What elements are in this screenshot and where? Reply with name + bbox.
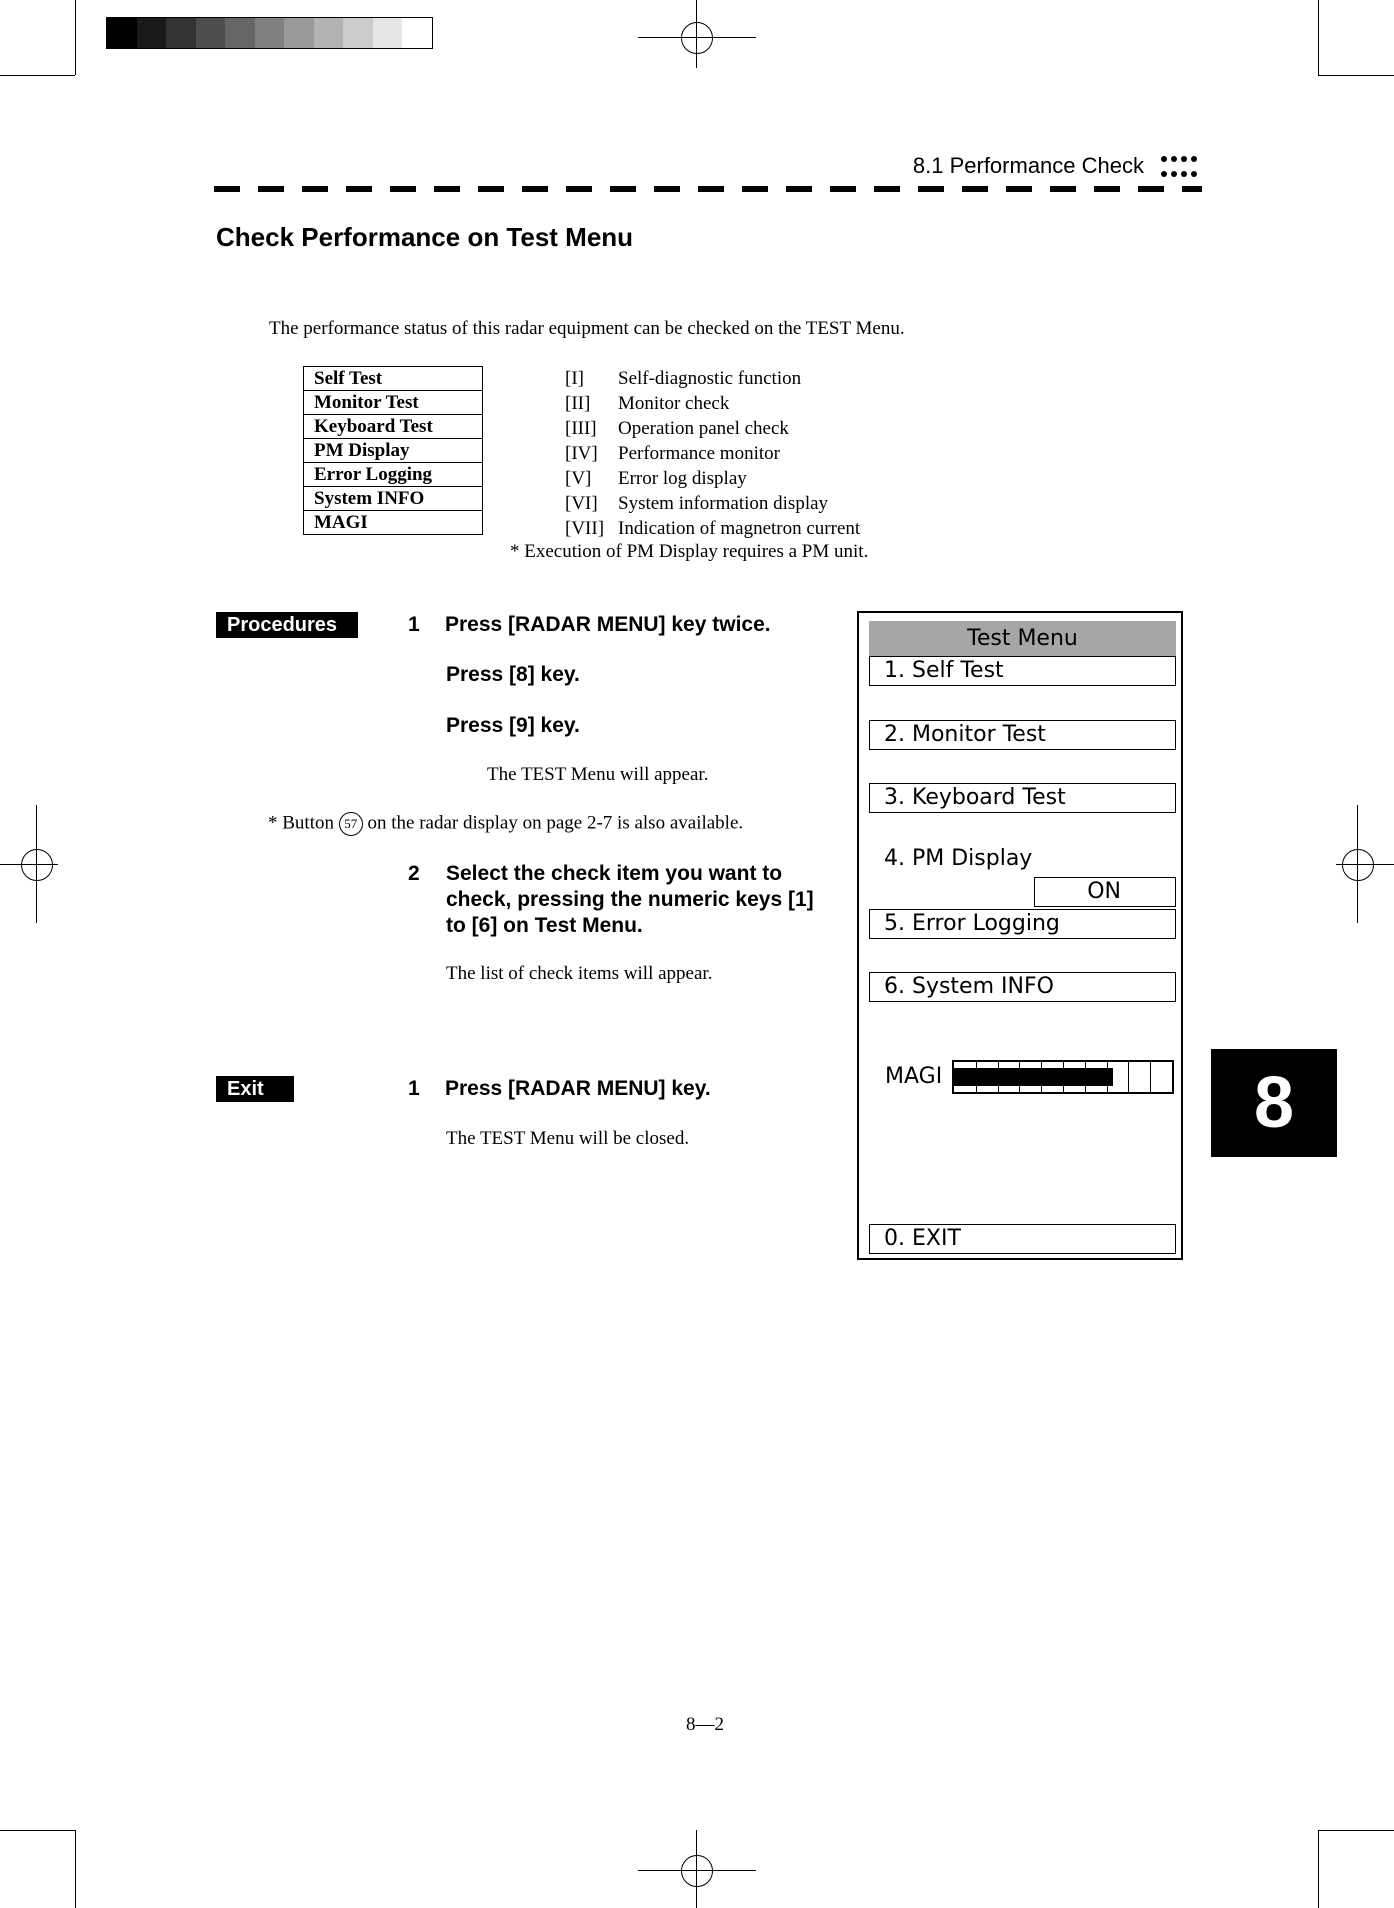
step-1-instruction-b: Press [8] key. bbox=[446, 663, 580, 686]
magi-tick bbox=[1107, 1062, 1108, 1092]
chapter-tab: 8 bbox=[1211, 1049, 1337, 1157]
step-number: 1 bbox=[408, 613, 420, 636]
magi-tick bbox=[1041, 1062, 1042, 1092]
item-description: Indication of magnetron current bbox=[618, 518, 861, 539]
list-item bbox=[565, 491, 860, 516]
magi-tick bbox=[1128, 1062, 1129, 1092]
item-number: [IV] bbox=[565, 443, 598, 464]
menu-item-error-logging[interactable]: 5. Error Logging bbox=[869, 909, 1176, 939]
item-number: [II] bbox=[565, 393, 591, 414]
item-number: [VI] bbox=[565, 493, 598, 514]
test-menu-title: Test Menu bbox=[869, 621, 1176, 657]
note-text: * Button bbox=[268, 812, 334, 834]
menu-item-monitor-test[interactable]: 2. Monitor Test bbox=[869, 720, 1176, 750]
item-description: Error log display bbox=[618, 468, 747, 489]
item-description: Performance monitor bbox=[618, 443, 780, 464]
item-number: [V] bbox=[565, 468, 592, 489]
step-1-instruction-c: Press [9] key. bbox=[446, 714, 580, 737]
test-item-table bbox=[303, 366, 483, 535]
magi-level-fill bbox=[954, 1068, 1113, 1086]
table-cell: Self Test bbox=[304, 367, 483, 391]
section-header: 8.1 Performance Check bbox=[912, 153, 1144, 178]
item-description: Operation panel check bbox=[618, 418, 789, 439]
step-1-result: The TEST Menu will appear. bbox=[487, 764, 709, 785]
table-row bbox=[304, 439, 483, 463]
table-cell: Monitor Test bbox=[304, 391, 483, 415]
list-item bbox=[565, 466, 860, 491]
page-title: Check Performance on Test Menu bbox=[216, 222, 634, 252]
intro-text: The performance status of this radar equipment can be checked on the TEST Menu. bbox=[269, 318, 905, 339]
menu-item-self-test[interactable]: 1. Self Test bbox=[869, 656, 1176, 686]
step-number: 2 bbox=[408, 862, 420, 885]
step-2-line: Select the check item you want to bbox=[446, 862, 783, 885]
test-menu-panel bbox=[857, 611, 1183, 1260]
pm-footnote: * Execution of PM Display requires a PM unit. bbox=[510, 541, 869, 562]
item-description: System information display bbox=[618, 493, 829, 514]
table-row bbox=[304, 463, 483, 487]
list-item bbox=[565, 416, 860, 441]
magi-label: MAGI bbox=[885, 1064, 943, 1089]
magi-tick bbox=[1019, 1062, 1020, 1092]
table-row bbox=[304, 511, 483, 535]
table-cell: System INFO bbox=[304, 487, 483, 511]
list-item bbox=[565, 391, 860, 416]
pm-display-value[interactable]: ON bbox=[1034, 877, 1176, 907]
list-item bbox=[565, 366, 860, 391]
menu-item-pm-display[interactable]: 4. PM Display bbox=[884, 846, 1033, 871]
exit-step-instruction: Press [RADAR MENU] key. bbox=[445, 1077, 711, 1100]
gray-scale-strip bbox=[106, 17, 433, 49]
test-item-descriptions bbox=[565, 366, 860, 541]
menu-item-system-info[interactable]: 6. System INFO bbox=[869, 972, 1176, 1002]
header-dashed-rule bbox=[214, 186, 1202, 192]
item-number: [VII] bbox=[565, 518, 605, 539]
magi-level-bar bbox=[952, 1060, 1174, 1094]
magi-tick bbox=[1150, 1062, 1151, 1092]
procedures-tag: Procedures bbox=[216, 612, 358, 638]
table-cell: PM Display bbox=[304, 439, 483, 463]
table-cell: MAGI bbox=[304, 511, 483, 535]
exit-step-result: The TEST Menu will be closed. bbox=[446, 1128, 690, 1149]
magi-tick bbox=[976, 1062, 977, 1092]
item-number: [III] bbox=[565, 418, 597, 439]
step-2-line: check, pressing the numeric keys [1] bbox=[446, 888, 814, 911]
menu-item-exit[interactable]: 0. EXIT bbox=[869, 1224, 1176, 1254]
table-cell: Error Logging bbox=[304, 463, 483, 487]
exit-tag: Exit bbox=[216, 1076, 294, 1102]
button-number-icon: 57 bbox=[339, 812, 363, 836]
note-text: on the radar display on page 2-7 is also available. bbox=[367, 812, 744, 834]
step-number: 1 bbox=[408, 1077, 420, 1100]
item-description: Self-diagnostic function bbox=[618, 368, 802, 389]
page-number: 8—2 bbox=[686, 1714, 724, 1735]
table-row bbox=[304, 367, 483, 391]
step-1-instruction: Press [RADAR MENU] key twice. bbox=[445, 613, 771, 636]
step-2-instruction bbox=[446, 861, 814, 939]
list-item bbox=[565, 516, 860, 541]
magi-tick bbox=[1063, 1062, 1064, 1092]
table-row bbox=[304, 391, 483, 415]
menu-item-keyboard-test[interactable]: 3. Keyboard Test bbox=[869, 783, 1176, 813]
magi-tick bbox=[998, 1062, 999, 1092]
header-dots-icon bbox=[1160, 154, 1202, 182]
step-2-result: The list of check items will appear. bbox=[446, 963, 713, 984]
table-cell: Keyboard Test bbox=[304, 415, 483, 439]
step-2-line: to [6] on Test Menu. bbox=[446, 914, 643, 937]
item-number: [I] bbox=[565, 368, 584, 389]
button-note bbox=[268, 812, 743, 836]
item-description: Monitor check bbox=[618, 393, 730, 414]
table-row bbox=[304, 415, 483, 439]
list-item bbox=[565, 441, 860, 466]
table-row bbox=[304, 487, 483, 511]
magi-tick bbox=[1085, 1062, 1086, 1092]
